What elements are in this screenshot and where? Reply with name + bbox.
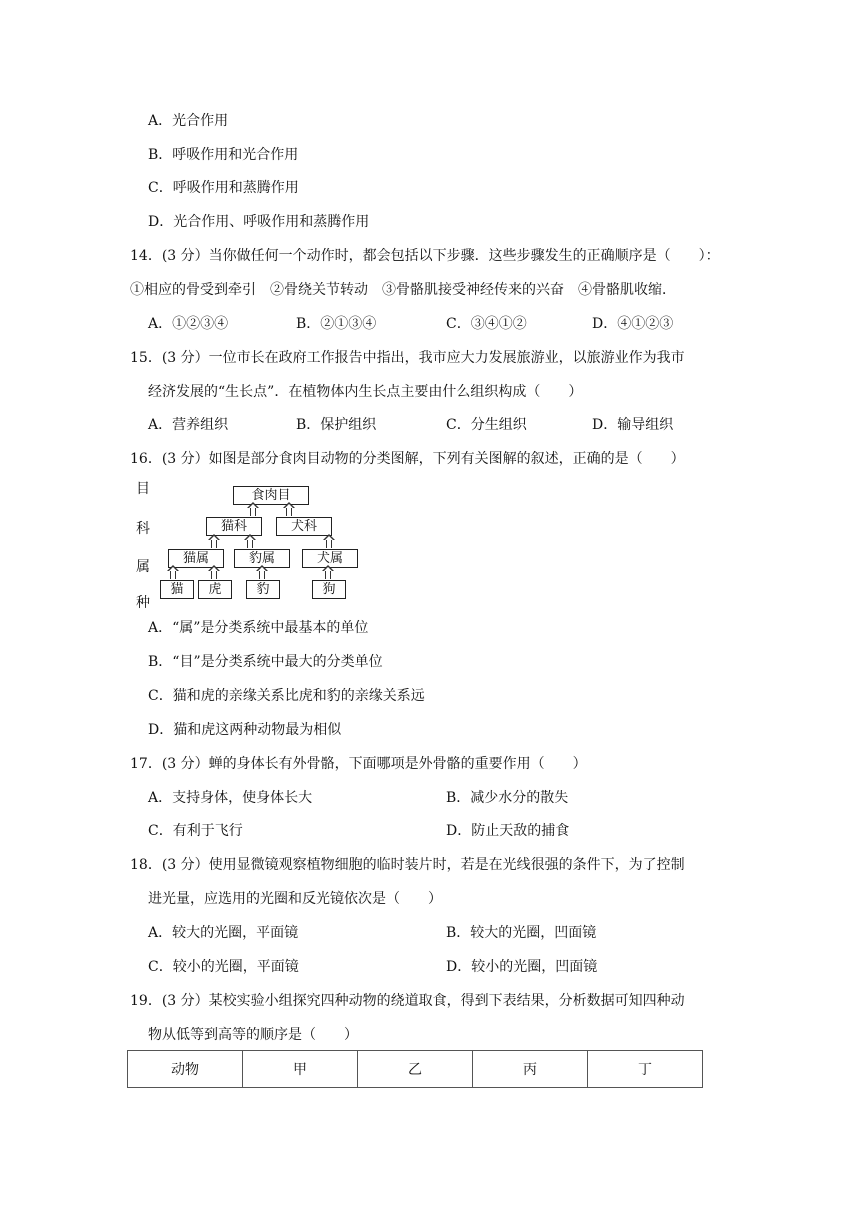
table-cell: 丙 [473, 1051, 588, 1088]
q14-option-a: A．①②③④ [148, 316, 229, 332]
q14-steps: ①相应的骨受到牵引 ②骨绕关节转动 ③骨骼肌接受神经传来的兴奋 ④骨骼肌收缩． [130, 282, 676, 298]
q17-stem: 17．(3 分）蝉的身体长有外骨骼，下面哪项是外骨骼的重要作用（ ） [130, 756, 587, 772]
q19-stem-line2: 物从低等到高等的顺序是（ ） [148, 1027, 358, 1043]
classification-diagram [130, 478, 370, 611]
q17-option-b: B．减少水分的散失 [446, 790, 569, 806]
q18-stem-line2: 进光量，应选用的光圈和反光镜依次是（ ） [148, 891, 442, 907]
q16-option-a: A．“属”是分类系统中最基本的单位 [148, 620, 369, 636]
arrow-up-icon [211, 570, 217, 579]
q15-stem-line1: 15．(3 分）一位市长在政府工作报告中指出，我市应大力发展旅游业，以旅游业作为我市 [130, 350, 685, 366]
table-row [128, 1051, 703, 1088]
rank-label-order: 目 [136, 481, 150, 497]
q18-option-c: C．较小的光圈，平面镜 [148, 959, 299, 975]
table-cell: 动物 [128, 1051, 243, 1088]
q15-stem-line2: 经济发展的“生长点”．在植物体内生长点主要由什么组织构成（ ） [148, 384, 583, 400]
arrow-up-icon [170, 570, 176, 579]
q15-option-b: B．保护组织 [296, 417, 377, 433]
q17-option-a: A．支持身体，使身体长大 [148, 790, 313, 806]
rank-label-genus: 属 [136, 559, 150, 575]
arrow-up-icon [286, 507, 292, 516]
arrow-up-icon [250, 507, 256, 516]
q14-option-b: B．②①③④ [296, 316, 377, 332]
q16-stem: 16．(3 分）如图是部分食肉目动物的分类图解，下列有关图解的叙述，正确的是（ ） [130, 451, 685, 467]
q16-option-b: B．“目”是分类系统中最大的分类单位 [148, 654, 383, 670]
q15-option-c: C．分生组织 [446, 417, 527, 433]
q14-option-c: C．③④①② [446, 316, 527, 332]
q16-option-c: C．猫和虎的亲缘关系比虎和豹的亲缘关系远 [148, 688, 425, 704]
arrow-up-icon [247, 539, 253, 548]
rank-label-species: 种 [136, 595, 150, 611]
box-species-tiger: 虎 [198, 580, 232, 599]
q13-option-a: A．光合作用 [148, 113, 229, 129]
q15-option-a: A．营养组织 [148, 417, 229, 433]
q16-option-d: D．猫和虎这两种动物最为相似 [148, 722, 342, 738]
table-cell: 乙 [358, 1051, 473, 1088]
box-genus-canis: 犬属 [302, 549, 358, 568]
q17-option-c: C．有利于飞行 [148, 823, 243, 839]
arrow-up-icon [211, 539, 217, 548]
q18-option-a: A．较大的光圈，平面镜 [148, 925, 299, 941]
q13-option-b: B．呼吸作用和光合作用 [148, 147, 299, 163]
q19-stem-line1: 19．(3 分）某校实验小组探究四种动物的绕道取食，得到下表结果，分析数据可知四种动 [130, 993, 685, 1009]
arrow-up-icon [326, 539, 332, 548]
box-species-dog: 狗 [312, 580, 346, 599]
q14-option-d: D．④①②③ [592, 316, 674, 332]
box-family-dog: 犬科 [276, 517, 332, 536]
q13-option-d: D．光合作用、呼吸作用和蒸腾作用 [148, 214, 370, 230]
box-genus-felis: 猫属 [168, 549, 224, 568]
arrow-up-icon [325, 570, 331, 579]
box-order: 食肉目 [233, 486, 309, 505]
rank-label-family: 科 [136, 521, 150, 537]
q13-option-c: C．呼吸作用和蒸腾作用 [148, 180, 299, 196]
q18-option-b: B．较大的光圈，凹面镜 [446, 925, 597, 941]
q18-stem-line1: 18．(3 分）使用显微镜观察植物细胞的临时装片时，若是在光线很强的条件下，为了控制 [130, 857, 685, 873]
table-cell: 丁 [588, 1051, 703, 1088]
q15-option-d: D．输导组织 [592, 417, 674, 433]
box-genus-panthera: 豹属 [234, 549, 290, 568]
q19-table [127, 1050, 703, 1088]
box-species-cat: 猫 [160, 580, 194, 599]
arrow-up-icon [259, 570, 265, 579]
box-species-leopard: 豹 [246, 580, 280, 599]
q18-option-d: D．较小的光圈，凹面镜 [446, 959, 598, 975]
q17-option-d: D．防止天敌的捕食 [446, 823, 570, 839]
q14-stem: 14．(3 分）当你做任何一个动作时，都会包括以下步骤．这些步骤发生的正确顺序是（ ）： [130, 248, 720, 264]
box-family-cat: 猫科 [206, 517, 262, 536]
table-cell: 甲 [243, 1051, 358, 1088]
